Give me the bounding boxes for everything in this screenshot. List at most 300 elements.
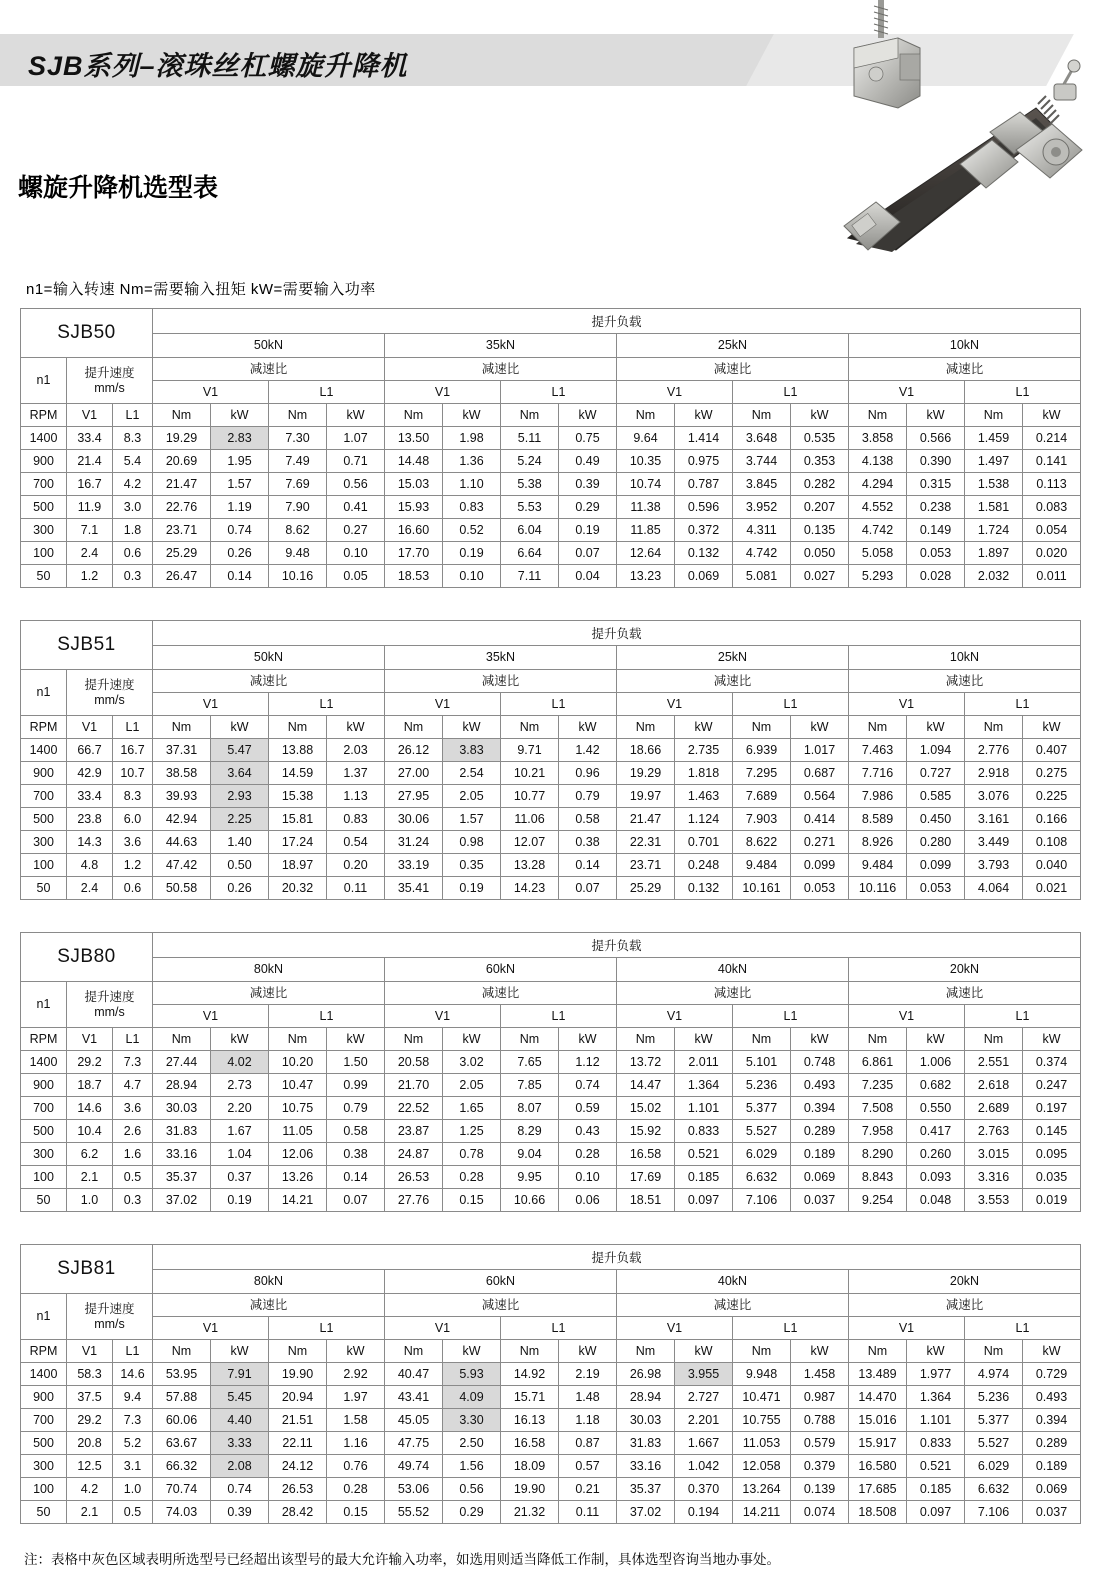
- cell-value: 1.364: [675, 1074, 733, 1097]
- cell-value: 0.282: [791, 473, 849, 496]
- cell-value: 3.553: [965, 1189, 1023, 1212]
- cell-value: 37.02: [153, 1189, 211, 1212]
- kw-header: kW: [1023, 1340, 1081, 1363]
- ratio-v1-label: V1: [617, 381, 733, 404]
- cell-value: 10.20: [269, 1051, 327, 1074]
- cell-rpm: 100: [21, 1166, 67, 1189]
- cell-rpm: 500: [21, 1120, 67, 1143]
- cell-value: 11.05: [269, 1120, 327, 1143]
- cell-value: 0.048: [907, 1189, 965, 1212]
- cell-value: 17.70: [385, 542, 443, 565]
- cell-value: 5.527: [733, 1120, 791, 1143]
- cell-value: 9.948: [733, 1363, 791, 1386]
- cell-speed-l1: 4.2: [113, 473, 153, 496]
- nm-header: Nm: [153, 1340, 211, 1363]
- cell-speed-l1: 0.3: [113, 565, 153, 588]
- kw-header: kW: [791, 1340, 849, 1363]
- units-row: [21, 1340, 1081, 1363]
- cell-speed-v1: 2.1: [67, 1501, 113, 1524]
- cell-value: 1.57: [443, 808, 501, 831]
- kw-header: kW: [907, 716, 965, 739]
- cell-value: 0.535: [791, 427, 849, 450]
- cell-speed-v1: 10.4: [67, 1120, 113, 1143]
- cell-value: 0.579: [791, 1432, 849, 1455]
- cell-value: 4.552: [849, 496, 907, 519]
- cell-value: 0.074: [791, 1501, 849, 1524]
- load-row: [21, 333, 1081, 358]
- cell-value: 0.037: [791, 1189, 849, 1212]
- cell-value: 22.76: [153, 496, 211, 519]
- cell-speed-v1: 18.7: [67, 1074, 113, 1097]
- table-row: [21, 1143, 1081, 1166]
- spec-table-sjb80: [20, 932, 1081, 1212]
- cell-value: 0.58: [559, 808, 617, 831]
- cell-value: 0.095: [1023, 1143, 1081, 1166]
- cell-value: 1.459: [965, 427, 1023, 450]
- ratio-l1-label: L1: [501, 381, 617, 404]
- cell-value: 0.189: [1023, 1455, 1081, 1478]
- cell-value: 21.32: [501, 1501, 559, 1524]
- cell-value: 1.006: [907, 1051, 965, 1074]
- ratio-sub-row: [21, 1317, 1081, 1340]
- rpm-header: RPM: [21, 716, 67, 739]
- kw-header: kW: [675, 404, 733, 427]
- cell-value: 0.15: [327, 1501, 385, 1524]
- cell-value: 0.028: [907, 565, 965, 588]
- cell-speed-v1: 21.4: [67, 450, 113, 473]
- cell-value: 0.687: [791, 762, 849, 785]
- cell-value: 0.069: [791, 1166, 849, 1189]
- cell-value: 0.38: [327, 1143, 385, 1166]
- cell-value: 1.977: [907, 1363, 965, 1386]
- table-row: [21, 762, 1081, 785]
- ratio-l1-label: L1: [501, 1005, 617, 1028]
- cell-value: 9.48: [269, 542, 327, 565]
- table-row: [21, 1189, 1081, 1212]
- cell-value: 3.316: [965, 1166, 1023, 1189]
- nm-header: Nm: [849, 1028, 907, 1051]
- cell-value: 5.53: [501, 496, 559, 519]
- cell-value: 5.236: [733, 1074, 791, 1097]
- cell-value: 20.58: [385, 1051, 443, 1074]
- cell-value: 5.93: [443, 1363, 501, 1386]
- cell-value: 1.67: [211, 1120, 269, 1143]
- cell-value: 2.05: [443, 785, 501, 808]
- cell-value: 0.35: [443, 854, 501, 877]
- cell-value: 0.96: [559, 762, 617, 785]
- cell-speed-v1: 20.8: [67, 1432, 113, 1455]
- cell-value: 0.20: [327, 854, 385, 877]
- cell-value: 2.689: [965, 1097, 1023, 1120]
- cell-value: 10.161: [733, 877, 791, 900]
- cell-value: 0.43: [559, 1120, 617, 1143]
- cell-speed-v1: 12.5: [67, 1455, 113, 1478]
- cell-value: 3.161: [965, 808, 1023, 831]
- cell-value: 4.02: [211, 1051, 269, 1074]
- cell-value: 14.23: [501, 877, 559, 900]
- load-value: 80kN: [153, 957, 385, 982]
- cell-speed-v1: 58.3: [67, 1363, 113, 1386]
- cell-value: 3.744: [733, 450, 791, 473]
- cell-value: 0.315: [907, 473, 965, 496]
- cell-value: 1.667: [675, 1432, 733, 1455]
- cell-value: 5.38: [501, 473, 559, 496]
- cell-speed-l1: 2.6: [113, 1120, 153, 1143]
- cell-value: 7.463: [849, 739, 907, 762]
- cell-value: 7.235: [849, 1074, 907, 1097]
- cell-rpm: 300: [21, 1455, 67, 1478]
- cell-value: 0.83: [443, 496, 501, 519]
- cell-speed-l1: 3.1: [113, 1455, 153, 1478]
- cell-value: 3.858: [849, 427, 907, 450]
- cell-speed-l1: 5.4: [113, 450, 153, 473]
- cell-value: 19.29: [153, 427, 211, 450]
- cell-value: 50.58: [153, 877, 211, 900]
- ratio-l1-label: L1: [965, 1005, 1081, 1028]
- cell-value: 0.414: [791, 808, 849, 831]
- cell-value: 37.02: [617, 1501, 675, 1524]
- ratio-v1-label: V1: [153, 381, 269, 404]
- cell-value: 7.65: [501, 1051, 559, 1074]
- cell-value: 10.21: [501, 762, 559, 785]
- cell-value: 5.293: [849, 565, 907, 588]
- ratio-label: 减速比: [153, 670, 385, 693]
- kw-header: kW: [443, 404, 501, 427]
- speed-v1-header: V1: [67, 716, 113, 739]
- cell-value: 0.141: [1023, 450, 1081, 473]
- cell-value: 10.755: [733, 1409, 791, 1432]
- table-row: [21, 808, 1081, 831]
- cell-rpm: 500: [21, 496, 67, 519]
- cell-rpm: 700: [21, 785, 67, 808]
- cell-value: 1.58: [327, 1409, 385, 1432]
- kw-header: kW: [327, 1340, 385, 1363]
- cell-value: 0.370: [675, 1478, 733, 1501]
- ratio-v1-label: V1: [385, 1317, 501, 1340]
- cell-value: 0.053: [791, 877, 849, 900]
- cell-value: 1.10: [443, 473, 501, 496]
- cell-value: 0.035: [1023, 1166, 1081, 1189]
- cell-value: 0.521: [675, 1143, 733, 1166]
- rpm-header: RPM: [21, 1340, 67, 1363]
- nm-header: Nm: [733, 1340, 791, 1363]
- cell-value: 0.39: [559, 473, 617, 496]
- cell-rpm: 700: [21, 473, 67, 496]
- load-header: 提升负载: [153, 621, 1081, 646]
- cell-rpm: 100: [21, 1478, 67, 1501]
- cell-value: 0.139: [791, 1478, 849, 1501]
- cell-rpm: 100: [21, 854, 67, 877]
- cell-value: 20.94: [269, 1386, 327, 1409]
- cell-value: 5.45: [211, 1386, 269, 1409]
- ratio-l1-label: L1: [733, 693, 849, 716]
- cell-value: 1.40: [211, 831, 269, 854]
- cell-value: 21.47: [617, 808, 675, 831]
- cell-value: 28.94: [617, 1386, 675, 1409]
- cell-value: 10.471: [733, 1386, 791, 1409]
- cell-value: 14.59: [269, 762, 327, 785]
- cell-value: 2.50: [443, 1432, 501, 1455]
- kw-header: kW: [907, 1028, 965, 1051]
- cell-value: 0.097: [907, 1501, 965, 1524]
- cell-value: 3.02: [443, 1051, 501, 1074]
- cell-value: 0.79: [327, 1097, 385, 1120]
- cell-value: 26.98: [617, 1363, 675, 1386]
- cell-value: 57.88: [153, 1386, 211, 1409]
- cell-value: 35.41: [385, 877, 443, 900]
- cell-value: 4.742: [733, 542, 791, 565]
- speed-label: 提升速度 mm/s: [67, 358, 153, 404]
- cell-value: 1.16: [327, 1432, 385, 1455]
- cell-value: 0.021: [1023, 877, 1081, 900]
- cell-value: 0.74: [559, 1074, 617, 1097]
- cell-speed-l1: 0.5: [113, 1166, 153, 1189]
- cell-value: 2.776: [965, 739, 1023, 762]
- cell-value: 66.32: [153, 1455, 211, 1478]
- kw-header: kW: [791, 404, 849, 427]
- kw-header: kW: [675, 716, 733, 739]
- cell-value: 0.50: [211, 854, 269, 877]
- cell-value: 0.99: [327, 1074, 385, 1097]
- load-row: [21, 645, 1081, 670]
- cell-value: 3.076: [965, 785, 1023, 808]
- cell-value: 1.463: [675, 785, 733, 808]
- cell-value: 0.14: [211, 565, 269, 588]
- cell-value: 13.23: [617, 565, 675, 588]
- ratio-v1-label: V1: [617, 693, 733, 716]
- speed-v1-header: V1: [67, 404, 113, 427]
- cell-value: 0.729: [1023, 1363, 1081, 1386]
- nm-header: Nm: [617, 404, 675, 427]
- spec-table-sjb51: [20, 620, 1081, 900]
- cell-value: 14.470: [849, 1386, 907, 1409]
- cell-value: 26.12: [385, 739, 443, 762]
- nm-header: Nm: [733, 1028, 791, 1051]
- ratio-v1-label: V1: [153, 1317, 269, 1340]
- load-value: 10kN: [849, 645, 1081, 670]
- ratio-label: 减速比: [849, 670, 1081, 693]
- nm-header: Nm: [385, 1340, 443, 1363]
- cell-rpm: 1400: [21, 427, 67, 450]
- cell-value: 0.748: [791, 1051, 849, 1074]
- cell-value: 0.289: [791, 1120, 849, 1143]
- table-row: [21, 1501, 1081, 1524]
- cell-value: 1.414: [675, 427, 733, 450]
- cell-speed-v1: 33.4: [67, 427, 113, 450]
- cell-value: 7.689: [733, 785, 791, 808]
- units-row: [21, 1028, 1081, 1051]
- nm-header: Nm: [385, 1028, 443, 1051]
- cell-speed-l1: 8.3: [113, 785, 153, 808]
- footnote: 注：表格中灰色区域表明所选型号已经超出该型号的最大允许输入功率，如选用则适当降低工作制，具体选型咨询当地办事处。: [24, 1552, 780, 1567]
- cell-value: 13.72: [617, 1051, 675, 1074]
- cell-value: 1.042: [675, 1455, 733, 1478]
- cell-value: 8.589: [849, 808, 907, 831]
- ratio-l1-label: L1: [269, 1317, 385, 1340]
- kw-header: kW: [443, 716, 501, 739]
- rpm-header: RPM: [21, 404, 67, 427]
- load-header: 提升负载: [153, 1245, 1081, 1270]
- nm-header: Nm: [385, 404, 443, 427]
- cell-value: 0.069: [675, 565, 733, 588]
- table-row: [21, 1478, 1081, 1501]
- cell-value: 8.07: [501, 1097, 559, 1120]
- cell-speed-l1: 6.0: [113, 808, 153, 831]
- cell-value: 0.28: [559, 1143, 617, 1166]
- cell-value: 0.417: [907, 1120, 965, 1143]
- cell-value: 10.47: [269, 1074, 327, 1097]
- ratio-l1-label: L1: [733, 1317, 849, 1340]
- cell-rpm: 1400: [21, 1363, 67, 1386]
- ratio-v1-label: V1: [153, 693, 269, 716]
- cell-value: 10.16: [269, 565, 327, 588]
- cell-rpm: 300: [21, 831, 67, 854]
- legend-text: n1=输入转速 Nm=需要输入扭矩 kW=需要输入功率: [26, 281, 376, 298]
- ratio-v1-label: V1: [849, 1317, 965, 1340]
- nm-header: Nm: [849, 716, 907, 739]
- cell-value: 0.207: [791, 496, 849, 519]
- cell-value: 0.28: [327, 1478, 385, 1501]
- nm-header: Nm: [733, 404, 791, 427]
- cell-value: 10.35: [617, 450, 675, 473]
- ratio-v1-label: V1: [617, 1317, 733, 1340]
- cell-value: 0.04: [559, 565, 617, 588]
- ratio-label: 减速比: [617, 358, 849, 381]
- cell-value: 10.74: [617, 473, 675, 496]
- kw-header: kW: [559, 1028, 617, 1051]
- cell-speed-v1: 7.1: [67, 519, 113, 542]
- cell-value: 0.040: [1023, 854, 1081, 877]
- cell-value: 15.02: [617, 1097, 675, 1120]
- spec-table-sjb50: [20, 308, 1081, 588]
- cell-value: 2.93: [211, 785, 269, 808]
- ratio-v1-label: V1: [385, 693, 501, 716]
- cell-value: 0.79: [559, 785, 617, 808]
- cell-value: 5.47: [211, 739, 269, 762]
- cell-value: 0.10: [443, 565, 501, 588]
- ratio-v1-label: V1: [849, 381, 965, 404]
- cell-value: 24.87: [385, 1143, 443, 1166]
- load-value: 20kN: [849, 1269, 1081, 1294]
- nm-header: Nm: [153, 716, 211, 739]
- cell-speed-l1: 0.6: [113, 542, 153, 565]
- cell-value: 0.027: [791, 565, 849, 588]
- kw-header: kW: [211, 1340, 269, 1363]
- cell-value: 4.138: [849, 450, 907, 473]
- cell-value: 6.861: [849, 1051, 907, 1074]
- table-row: [21, 1386, 1081, 1409]
- cell-value: 16.58: [617, 1143, 675, 1166]
- cell-value: 2.735: [675, 739, 733, 762]
- load-header: 提升负载: [153, 309, 1081, 334]
- cell-value: 1.65: [443, 1097, 501, 1120]
- ratio-row: [21, 982, 1081, 1005]
- table-row: [21, 565, 1081, 588]
- cell-value: 33.16: [153, 1143, 211, 1166]
- cell-value: 5.058: [849, 542, 907, 565]
- cell-value: 7.30: [269, 427, 327, 450]
- cell-value: 0.450: [907, 808, 965, 831]
- cell-value: 1.95: [211, 450, 269, 473]
- cell-value: 9.64: [617, 427, 675, 450]
- cell-value: 1.04: [211, 1143, 269, 1166]
- ratio-row: [21, 670, 1081, 693]
- kw-header: kW: [559, 404, 617, 427]
- cell-value: 5.527: [965, 1432, 1023, 1455]
- cell-value: 21.51: [269, 1409, 327, 1432]
- speed-label: 提升速度 mm/s: [67, 982, 153, 1028]
- cell-value: 5.377: [965, 1409, 1023, 1432]
- cell-speed-l1: 3.6: [113, 1097, 153, 1120]
- ratio-sub-row: [21, 693, 1081, 716]
- cell-value: 4.311: [733, 519, 791, 542]
- cell-value: 0.238: [907, 496, 965, 519]
- kw-header: kW: [1023, 716, 1081, 739]
- cell-value: 15.016: [849, 1409, 907, 1432]
- cell-value: 0.19: [443, 542, 501, 565]
- cell-value: 0.26: [211, 542, 269, 565]
- cell-value: 7.958: [849, 1120, 907, 1143]
- cell-value: 8.62: [269, 519, 327, 542]
- cell-value: 9.04: [501, 1143, 559, 1166]
- cell-value: 0.379: [791, 1455, 849, 1478]
- cell-speed-v1: 33.4: [67, 785, 113, 808]
- nm-header: Nm: [617, 716, 675, 739]
- cell-speed-v1: 14.6: [67, 1097, 113, 1120]
- cell-value: 3.648: [733, 427, 791, 450]
- cell-speed-l1: 10.7: [113, 762, 153, 785]
- ratio-v1-label: V1: [385, 381, 501, 404]
- nm-header: Nm: [617, 1028, 675, 1051]
- cell-value: 0.787: [675, 473, 733, 496]
- cell-value: 1.364: [907, 1386, 965, 1409]
- load-value: 10kN: [849, 333, 1081, 358]
- table-row: [21, 1051, 1081, 1074]
- cell-value: 14.211: [733, 1501, 791, 1524]
- cell-value: 1.094: [907, 739, 965, 762]
- cell-value: 27.44: [153, 1051, 211, 1074]
- ratio-label: 减速比: [385, 670, 617, 693]
- cell-value: 14.92: [501, 1363, 559, 1386]
- table-row: [21, 496, 1081, 519]
- cell-value: 2.19: [559, 1363, 617, 1386]
- cell-value: 19.97: [617, 785, 675, 808]
- cell-speed-l1: 0.3: [113, 1189, 153, 1212]
- cell-value: 4.974: [965, 1363, 1023, 1386]
- n1-label: n1: [21, 358, 67, 404]
- cell-value: 0.053: [907, 877, 965, 900]
- cell-value: 0.06: [559, 1189, 617, 1212]
- cell-value: 10.77: [501, 785, 559, 808]
- kw-header: kW: [211, 1028, 269, 1051]
- cell-value: 0.069: [1023, 1478, 1081, 1501]
- cell-value: 0.247: [1023, 1074, 1081, 1097]
- cell-speed-l1: 5.2: [113, 1432, 153, 1455]
- cell-value: 0.197: [1023, 1097, 1081, 1120]
- cell-value: 24.12: [269, 1455, 327, 1478]
- cell-value: 15.03: [385, 473, 443, 496]
- cell-rpm: 900: [21, 1074, 67, 1097]
- speed-v1-header: V1: [67, 1028, 113, 1051]
- cell-value: 0.145: [1023, 1120, 1081, 1143]
- cell-value: 0.020: [1023, 542, 1081, 565]
- cell-value: 1.18: [559, 1409, 617, 1432]
- kw-header: kW: [1023, 404, 1081, 427]
- cell-value: 30.03: [153, 1097, 211, 1120]
- cell-speed-l1: 1.6: [113, 1143, 153, 1166]
- ratio-label: 减速比: [617, 1294, 849, 1317]
- cell-value: 2.03: [327, 739, 385, 762]
